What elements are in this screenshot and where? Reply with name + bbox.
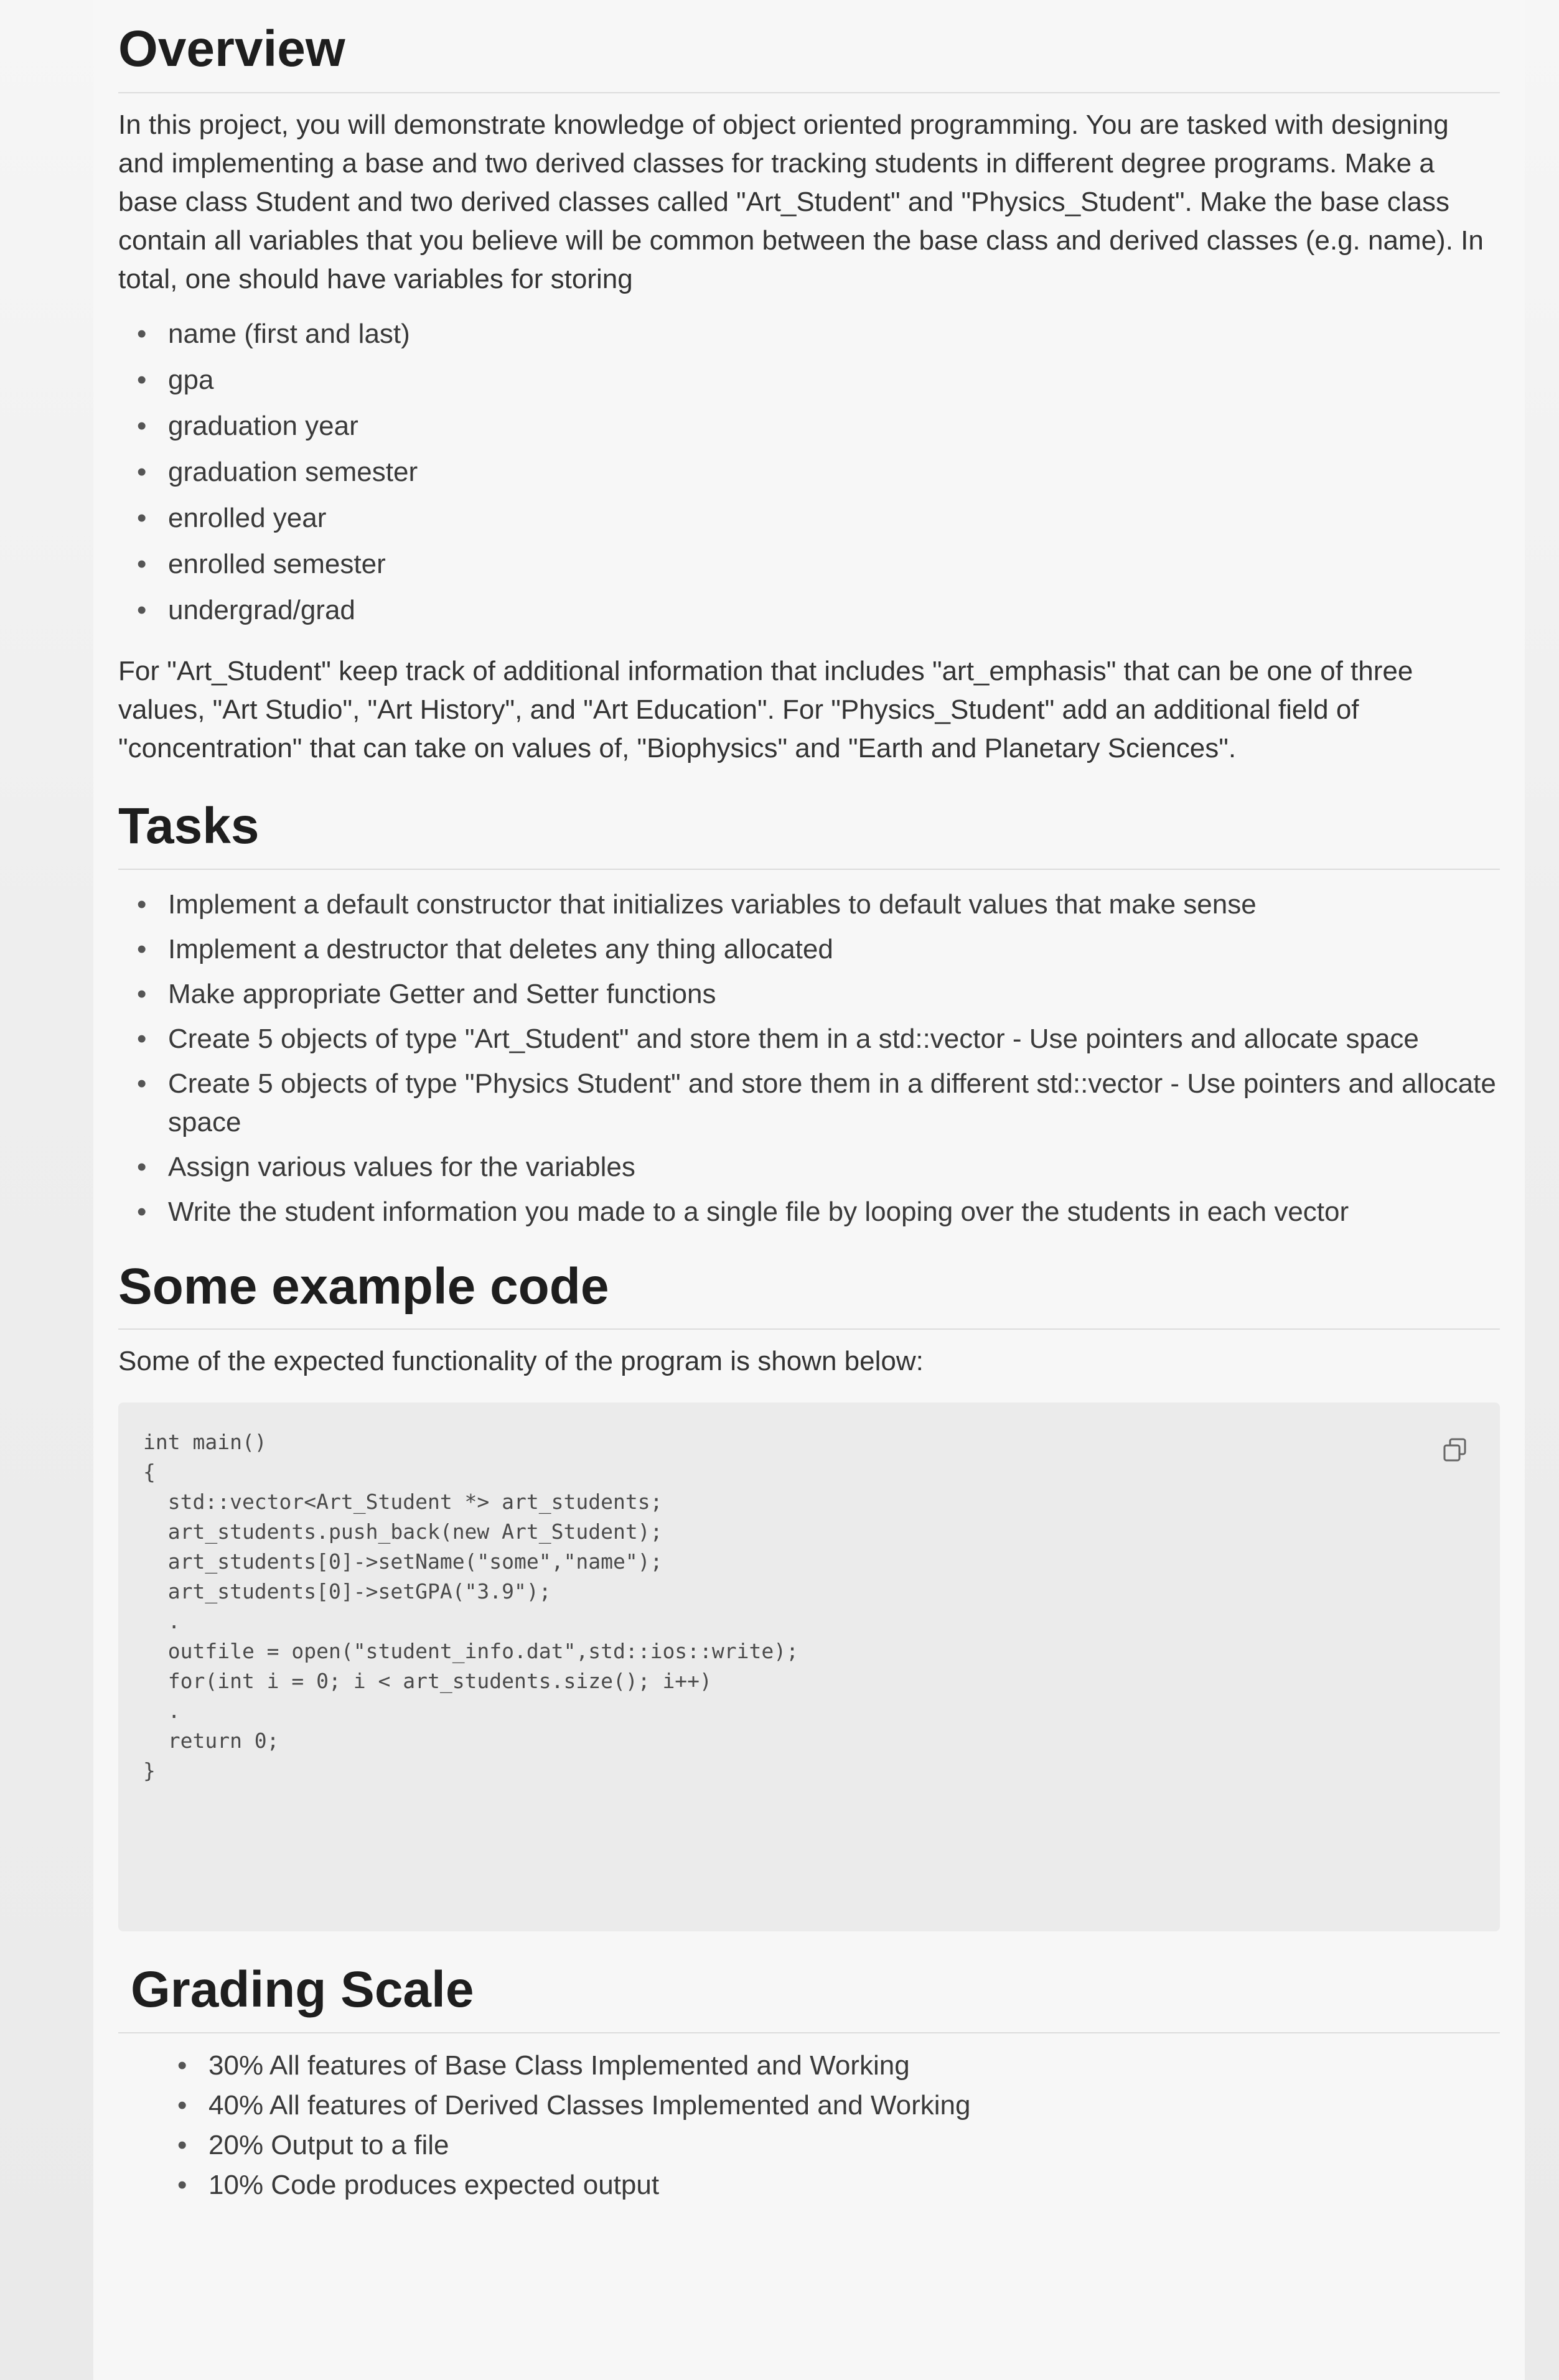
list-item: • graduation year [168, 403, 1500, 449]
example-intro: Some of the expected functionality of the program is shown below: [118, 1346, 924, 1377]
code-line: . [143, 1699, 180, 1724]
overview-intro: In this project, you will demonstrate knowledge of object oriented programming. You are tasked with designing and implementing a base and two derived classes for tracking students in different degree programs. Make a base class Student and two derived classes called "Art_Student" and "Physics_Student". Make the base class contain all variables that you believe will be common between the base class and derived classes (e.g. name). In total, one should have variables for storing [118, 110, 1484, 295]
code-line: art_students.push_back(new Art_Student); [143, 1519, 663, 1544]
code-line: int main() [143, 1430, 267, 1455]
tasks-section [118, 796, 1500, 1231]
divider [118, 1328, 1500, 1330]
code-block[interactable] [118, 1402, 1500, 1931]
divider [118, 92, 1500, 93]
list-item: • Implement a default constructor that initializes variables to default values that make sense [168, 885, 1500, 924]
code-line: { [143, 1460, 156, 1485]
grading-heading: Grading Scale [131, 1961, 474, 2018]
grading-section [118, 1959, 1500, 2205]
tasks-heading: Tasks [118, 798, 260, 855]
list-item: • enrolled year [168, 495, 1500, 541]
list-item: • enrolled semester [168, 541, 1500, 587]
list-item: • undergrad/grad [168, 587, 1500, 633]
code-line: return 0; [143, 1729, 279, 1753]
divider [118, 869, 1500, 870]
list-item: • graduation semester [168, 449, 1500, 495]
code-line: art_students[0]->setGPA("3.9"); [143, 1579, 551, 1604]
code-line: std::vector<Art_Student *> art_students; [143, 1490, 663, 1514]
code-line: art_students[0]->setName("some","name"); [143, 1549, 663, 1574]
list-item: • Create 5 objects of type "Art_Student" and store them in a std::vector - Use pointers and allocate space [168, 1020, 1500, 1058]
document-sheet [93, 0, 1525, 2380]
code-line: . [143, 1609, 180, 1634]
overview-extra: For "Art_Student" keep track of additional information that includes "art_emphasis" that can be one of three values, "Art Studio", "Art History", and "Art Education". For "Physics_Student" add an additional field of "concentration" that can take on values of, "Biophysics" and "Earth and Planetary Sciences". [118, 656, 1413, 764]
code-line: outfile = open("student_info.dat",std::ios::write); [143, 1639, 798, 1664]
list-item: • 40% All features of Derived Classes Implemented and Working [208, 2086, 1500, 2126]
list-item: • Create 5 objects of type "Physics Student" and store them in a different std::vector - Use pointers and allocate space [168, 1065, 1500, 1142]
variable-list [118, 311, 1500, 633]
overview-section [118, 19, 1500, 768]
list-item: • Write the student information you made to a single file by looping over the students in each vector [168, 1193, 1500, 1231]
list-item: • Assign various values for the variables [168, 1148, 1500, 1187]
list-item: • 20% Output to a file [208, 2126, 1500, 2165]
task-list [118, 885, 1500, 1231]
list-item: • 30% All features of Base Class Implemented and Working [208, 2046, 1500, 2086]
example-heading: Some example code [118, 1258, 609, 1315]
code-line: for(int i = 0; i < art_students.size(); i++) [143, 1669, 712, 1694]
list-item: • 10% Code produces expected output [208, 2165, 1500, 2205]
divider [118, 2032, 1500, 2033]
list-item: • gpa [168, 357, 1500, 403]
list-item: • name (first and last) [168, 311, 1500, 357]
example-section [118, 1256, 1500, 1931]
copy-icon[interactable] [1441, 1437, 1469, 1464]
overview-heading: Overview [118, 21, 345, 77]
grading-list [118, 2046, 1500, 2205]
list-item: • Make appropriate Getter and Setter functions [168, 975, 1500, 1014]
list-item: • Implement a destructor that deletes any thing allocated [168, 930, 1500, 969]
code-line: } [143, 1758, 156, 1783]
